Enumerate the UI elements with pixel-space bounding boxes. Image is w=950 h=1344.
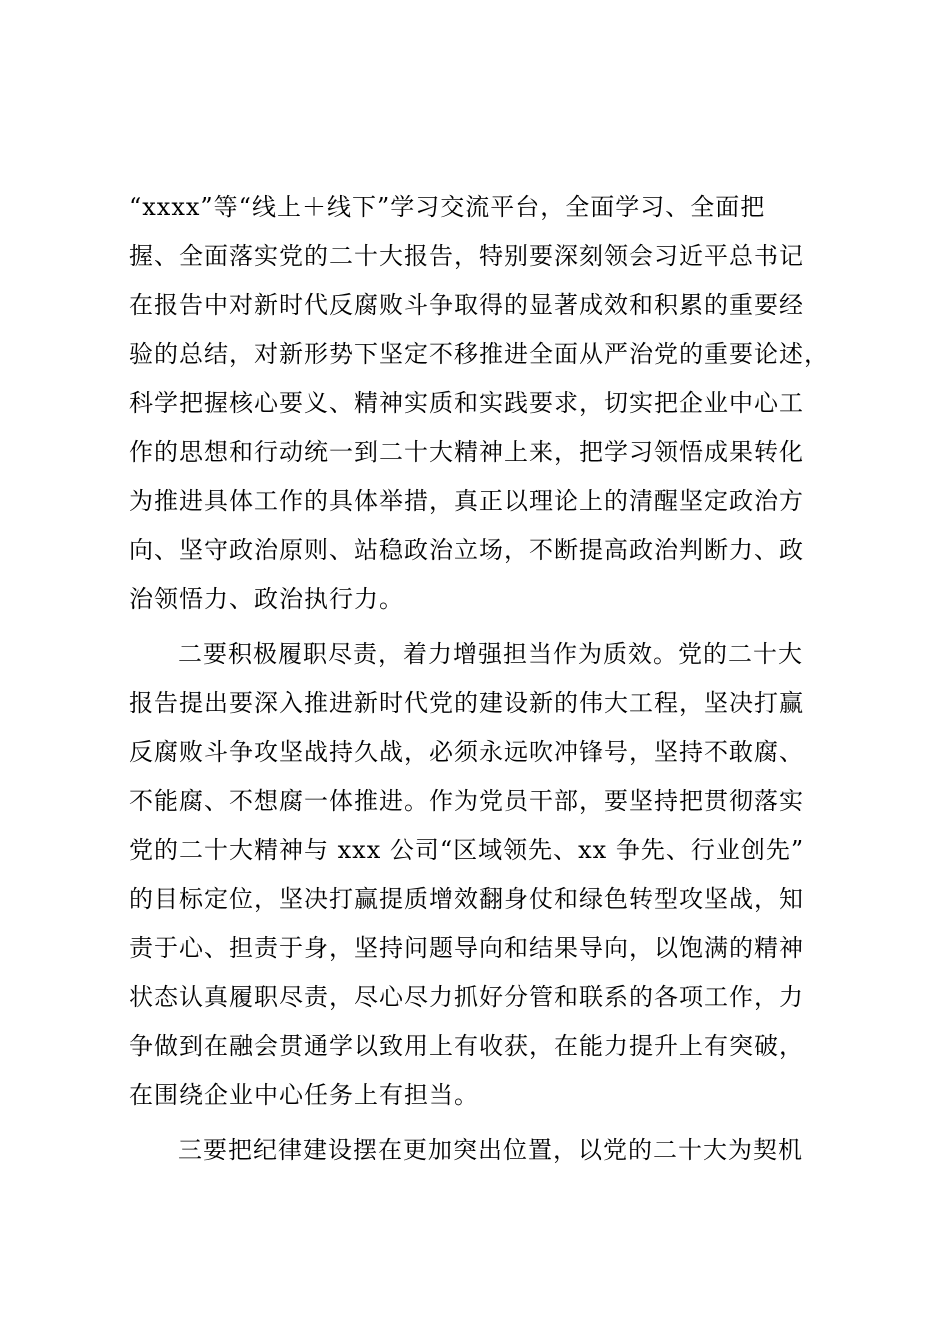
paragraph-2-line-1: 二要积极履职尽责，着力增强担当作为质效。党的二十大 <box>178 640 803 668</box>
text-line-17: 状态认真履职尽责，尽心尽力抓好分管和联系的各项工作，力 <box>129 983 804 1011</box>
text-line-18: 争做到在融会贯通学以致用上有收获，在能力提升上有突破， <box>129 1032 804 1060</box>
text-line-6: 作的思想和行动统一到二十大精神上来，把学习领悟成果转化 <box>129 438 804 466</box>
text-line-3: 在报告中对新时代反腐败斗争取得的显著成效和积累的重要经 <box>129 291 804 319</box>
paragraph-3-line-1: 三要把纪律建设摆在更加突出位置，以党的二十大为契机 <box>178 1136 803 1164</box>
text-line-14: 党的二十大精神与 xxx 公司“区域领先、xx 争先、行业创先” <box>129 836 805 864</box>
text-line-19: 在围绕企业中心任务上有担当。 <box>129 1081 479 1109</box>
text-line-13: 不能腐、不想腐一体推进。作为党员干部，要坚持把贯彻落实 <box>129 787 804 815</box>
text-line-12: 反腐败斗争攻坚战持久战，必须永远吹冲锋号，坚持不敢腐、 <box>129 738 804 766</box>
text-line-7: 为推进具体工作的具体举措，真正以理论上的清醒坚定政治方 <box>129 487 804 515</box>
text-line-9: 治领悟力、政治执行力。 <box>129 585 404 613</box>
text-line-4: 验的总结，对新形势下坚定不移推进全面从严治党的重要论述， <box>129 340 829 368</box>
text-line-1: “xxxx”等“线上＋线下”学习交流平台，全面学习、全面把 <box>129 193 766 221</box>
text-line-16: 责于心、担责于身，坚持问题导向和结果导向，以饱满的精神 <box>129 934 804 962</box>
text-line-8: 向、坚守政治原则、站稳政治立场，不断提高政治判断力、政 <box>129 536 804 564</box>
text-line-5: 科学把握核心要义、精神实质和实践要求，切实把企业中心工 <box>129 389 804 417</box>
text-line-2: 握、全面落实党的二十大报告，特别要深刻领会习近平总书记 <box>129 242 804 270</box>
text-line-15: 的目标定位，坚决打赢提质增效翻身仗和绿色转型攻坚战，知 <box>129 885 804 913</box>
text-line-11: 报告提出要深入推进新时代党的建设新的伟大工程，坚决打赢 <box>129 689 804 717</box>
